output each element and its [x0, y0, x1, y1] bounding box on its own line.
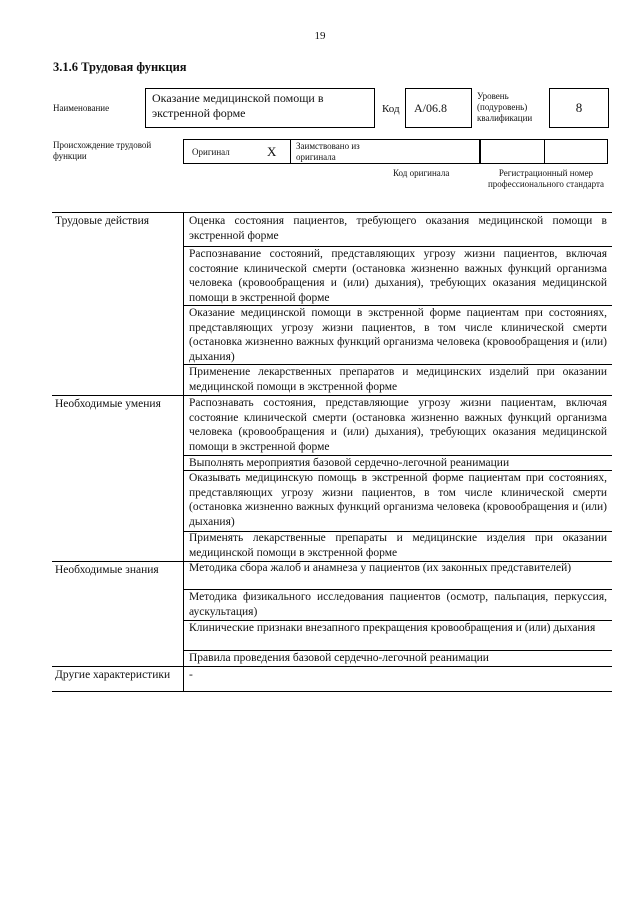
knowledge-item: Методика физикального исследования пациентов (осмотр, пальпация, перкуссия, аускультация) — [189, 591, 607, 618]
code-original-caption: Код оригинала — [393, 168, 450, 178]
function-name-box: Оказание медицинской помощи в экстренной форме — [145, 88, 375, 128]
labor-action-item: Распознавание состояний, представляющих угрозу жизни пациентов, включая состояние клинической смерти (остановка жизненно важных функций организма человека (кровообращения и (или) дыхания), требующих оказания медицинской помощи в экстренной форме — [189, 248, 607, 304]
reg-number-caption: Регистрационный номер профессионального стандарта — [487, 168, 605, 189]
level-label: Уровень (подуровень) квалификации — [477, 91, 533, 123]
skill-item: Оказывать медицинскую помощь в экстренной форме пациентам при состояниях, представляющих угрозу жизни пациентов, в том числе клинической смерти (остановка жизненно важных функций организма человека (кровообращения и (или) дыхания) — [189, 472, 607, 528]
qualification-level-box: 8 — [549, 88, 609, 128]
skills-label: Необходимые умения — [55, 398, 161, 410]
function-code-box: А/06.8 — [405, 88, 472, 128]
code-original-divider — [544, 139, 545, 164]
table-row-line — [52, 666, 612, 667]
skill-item: Применять лекарственные препараты и медицинские изделия при оказании медицинской помощи в экстренной форме — [189, 532, 607, 559]
labor-action-item: Применение лекарственных препаратов и медицинских изделий при оказании медицинской помощи в экстренной форме — [189, 366, 607, 393]
other-characteristics-label: Другие характеристики — [55, 669, 171, 681]
page-number: 19 — [314, 30, 326, 42]
labor-actions-label: Трудовые действия — [55, 215, 150, 227]
labor-action-item: Оказание медицинской помощи в экстренной форме пациентам при состояниях, представляющих угрозу жизни пациентов, в том числе клинической смерти (остановка жизненно важных функций организма человека (кровообращения и (или) дыхания) — [189, 307, 607, 363]
borrowed-label: Заимствовано из оригинала — [296, 141, 360, 162]
original-label: Оригинал — [192, 147, 230, 157]
origin-divider — [290, 139, 291, 164]
skill-item: Распознавать состояния, представляющие угрозу жизни пациентам, включая состояние клинической смерти (остановка жизненно важных функций организма человека (кровообращения и (или) дыхания), требующих оказания медицинской помощи в экстренной форме — [189, 397, 607, 453]
original-mark: X — [267, 144, 277, 159]
knowledge-item: Правила проведения базовой сердечно-легочной реанимации — [189, 652, 489, 664]
labor-action-item: Оценка состояния пациентов, требующего оказания медицинской помощи в экстренной форме — [189, 215, 607, 242]
other-characteristics-value: - — [189, 669, 193, 681]
knowledge-item: Клинические признаки внезапного прекращения кровообращения и (или) дыхания — [189, 622, 596, 634]
origin-label: Происхождение трудовой функции — [53, 140, 152, 161]
knowledge-label: Необходимые знания — [55, 564, 159, 576]
section-title: 3.1.6 Трудовая функция — [53, 60, 187, 74]
table-row-line — [52, 691, 612, 692]
code-label: Код — [382, 103, 400, 115]
skill-item: Выполнять мероприятия базовой сердечно-легочной реанимации — [189, 457, 510, 469]
table-top-border — [52, 212, 612, 213]
knowledge-item: Методика сбора жалоб и анамнеза у пациентов (их законных представителей) — [189, 562, 572, 574]
name-label: Наименование — [53, 103, 110, 113]
